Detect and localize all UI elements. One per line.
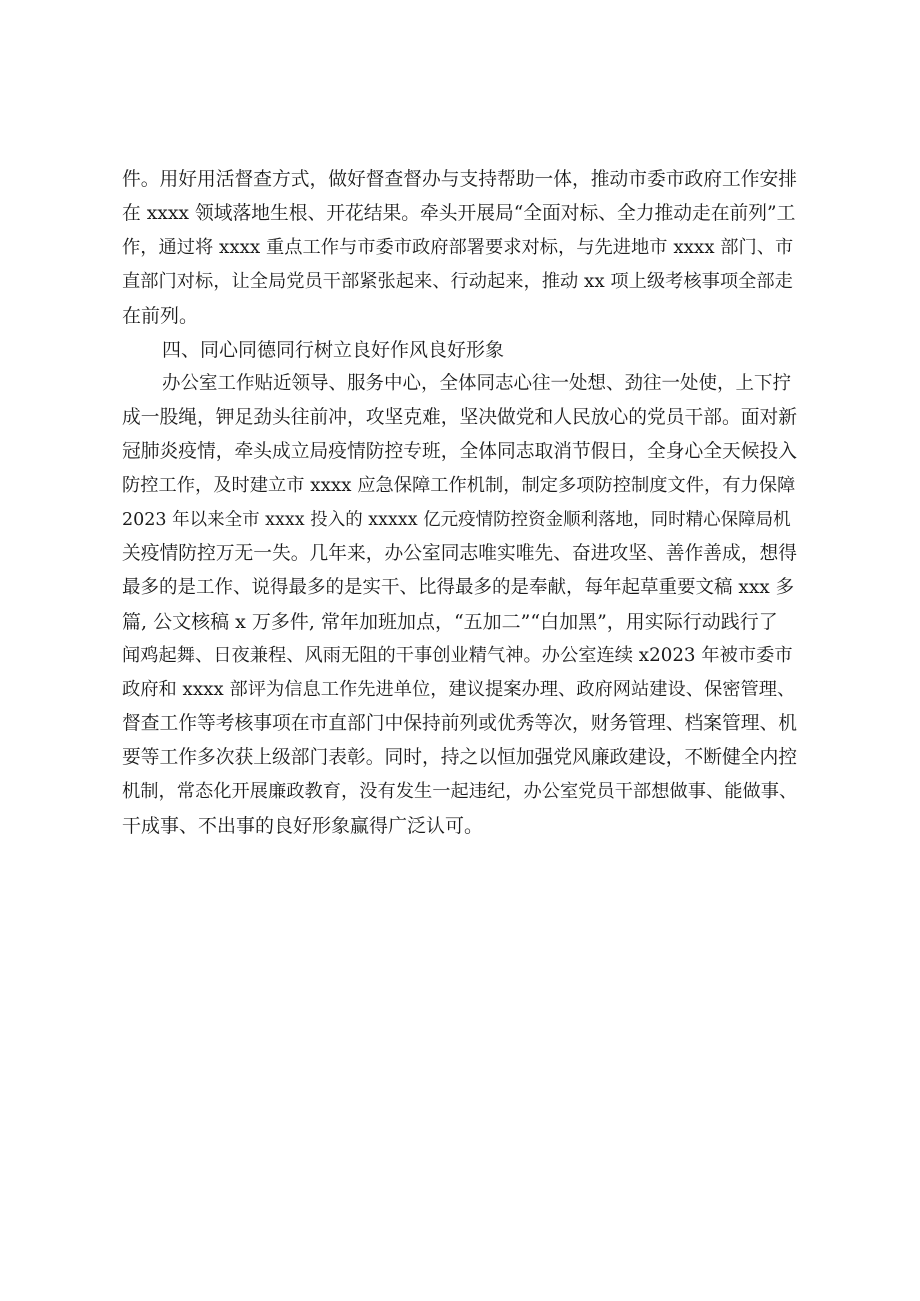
text-line: 2023 年以来全市 xxxx 投入的 xxxxx 亿元疫情防控资金顺利落地，同时精心保障局机	[122, 510, 791, 530]
text-line: 防控工作，及时建立市 xxxx 应急保障工作机制，制定多项防控制度文件，有力保障	[122, 475, 796, 496]
paragraph-1	[122, 163, 798, 333]
text-line: 最多的是工作、说得最多的是实干、比得最多的是奉献，每年起草重要文稿 xxx 多	[122, 577, 795, 598]
text-line: 冠肺炎疫情，牵头成立局疫情防控专班，全体同志取消节假日，全身心全天候投入	[122, 441, 797, 462]
text-line: 直部门对标，让全局党员干部紧张起来、行动起来，推动 xx 项上级考核事项全部走	[122, 271, 793, 292]
text-line: 作，通过将 xxxx 重点工作与市委市政府部署要求对标，与先进地市 xxxx 部门、市	[122, 237, 794, 258]
text-line: 篇, 公文核稿 x 万多件, 常年加班加点，“五加二”“白加黑”，用实际行动践行了	[122, 611, 778, 633]
text-line: 关疫情防控万无一失。几年来，办公室同志唯实唯先、奋进攻坚、善作善成，想得	[122, 543, 797, 564]
text-line: 干成事、不出事的良好形象赢得广泛认可。	[122, 815, 484, 837]
text-line: 闻鸡起舞、日夜兼程、风雨无阻的干事创业精气神。办公室连续 x2023 年被市委市	[122, 645, 793, 666]
text-line: 机制，常态化开展廉政教育，没有发生一起违纪，办公室党员干部想做事、能做事、	[122, 781, 798, 802]
text-line: 要等工作多次获上级部门表彰。同时，持之以恒加强党风廉政建设，不断健全内控	[122, 747, 797, 768]
text-line: 办公室工作贴近领导、服务中心，全体同志心往一处想、劲往一处使，上下拧	[162, 373, 792, 394]
section-heading-4: 四、同心同德同行树立良好作风良好形象	[162, 339, 505, 361]
text-line: 督查工作等考核事项在市直部门中保持前列或优秀等次，财务管理、档案管理、机	[122, 713, 797, 734]
text-line: 在 xxxx 领域落地生根、开花结果。牵头开展局“全面对标、全力推动走在前列”工	[122, 203, 796, 224]
document-body	[122, 163, 798, 843]
text-line: 成一股绳，钾足劲头往前冲，攻坚克难，坚决做党和人民放心的党员干部。面对新	[122, 407, 797, 428]
text-line: 政府和 xxxx 部评为信息工作先进单位，建议提案办理、政府网站建设、保密管理、	[122, 679, 796, 700]
paragraph-2	[122, 367, 798, 843]
text-line: 件。用好用活督查方式，做好督查督办与支持帮助一体，推动市委市政府工作安排	[122, 169, 797, 190]
text-line: 在前列。	[122, 305, 199, 327]
